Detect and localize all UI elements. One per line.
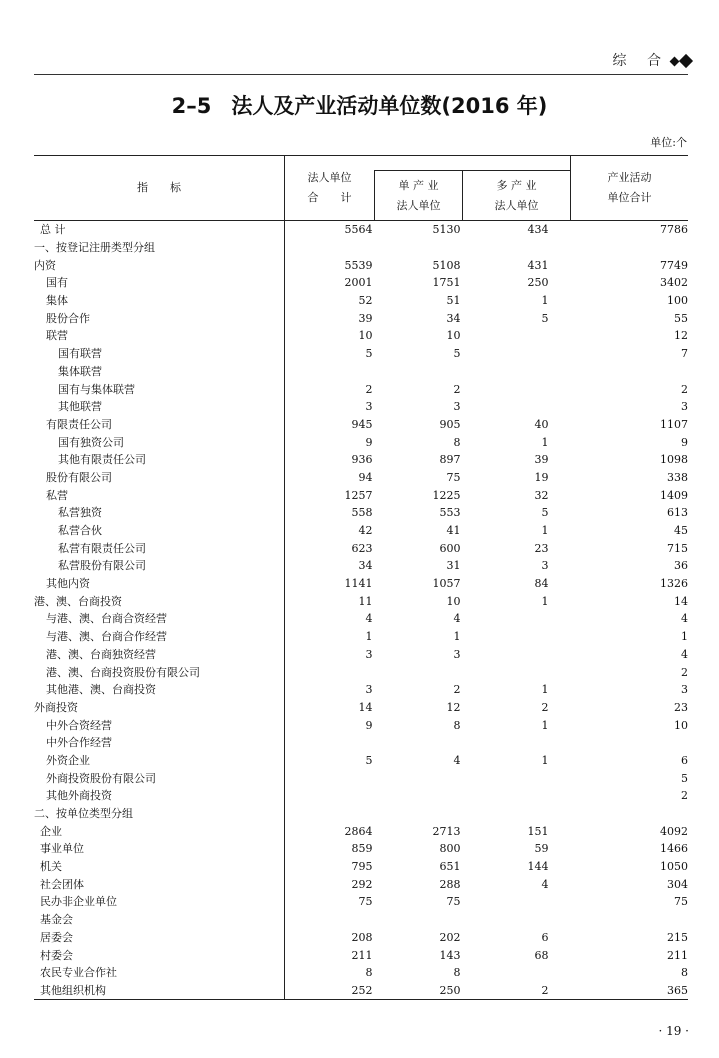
table-row [34, 628, 688, 646]
cell-legal-total: 2 [285, 380, 375, 398]
cell-activity-total: 715 [667, 541, 688, 555]
column-header-multi-industry: 多 产 业 法人单位 [463, 171, 571, 221]
cell-single-industry: 288 [439, 877, 461, 891]
cell-activity-total: 7 [681, 347, 688, 361]
cell-activity-total: 1 [681, 630, 688, 644]
table-row [34, 646, 688, 664]
cell-single-industry: 12 [446, 700, 461, 714]
cell-single-industry [375, 734, 463, 752]
cell-multi-industry: 6 [541, 930, 549, 944]
cell-activity-total [571, 911, 689, 929]
column-header-single-industry: 单 产 业 法人单位 [375, 171, 463, 221]
cell-activity-total: 10 [674, 718, 688, 732]
cell-single-industry: 8 [453, 435, 461, 449]
cell-legal-total: 936 [285, 451, 375, 469]
cell-single-industry: 2713 [432, 824, 461, 838]
table-row [34, 805, 688, 823]
cell-activity-total: 14 [674, 594, 688, 608]
row-label: 二、按单位类型分组 [34, 807, 133, 821]
cell-multi-industry: 1 [541, 524, 549, 538]
cell-multi-industry: 1 [541, 753, 549, 767]
table-row [34, 769, 688, 787]
cell-activity-total: 3402 [660, 276, 688, 290]
cell-multi-industry: 19 [534, 470, 549, 484]
cell-multi-industry [463, 646, 571, 664]
column-header-indicator: 指 标 [34, 156, 285, 221]
cell-multi-industry [463, 911, 571, 929]
cell-legal-total: 2001 [285, 274, 375, 292]
cell-multi-industry: 431 [527, 258, 549, 272]
cell-single-industry: 3 [453, 647, 461, 661]
cell-multi-industry [463, 380, 571, 398]
cell-activity-total: 9 [681, 435, 688, 449]
cell-multi-industry: 2 [541, 700, 549, 714]
row-label: 港、澳、台商独资经营 [46, 647, 156, 661]
cell-single-industry: 4 [453, 753, 461, 767]
cell-activity-total: 5 [681, 771, 688, 785]
cell-multi-industry [463, 628, 571, 646]
cell-multi-industry: 1 [541, 594, 549, 608]
cell-single-industry: 5108 [432, 258, 461, 272]
unit-label: 单位:个 [650, 136, 687, 149]
cell-activity-total: 365 [571, 982, 689, 1000]
cell-activity-total: 2 [681, 382, 688, 396]
table-row [34, 752, 688, 770]
table-number: 2–5 [171, 94, 212, 118]
cell-legal-total: 3 [285, 398, 375, 416]
cell-single-industry: 600 [439, 541, 461, 555]
cell-legal-total: 4 [285, 610, 375, 628]
cell-single-industry: 8 [453, 966, 461, 980]
cell-single-industry: 1057 [432, 577, 461, 591]
cell-multi-industry: 59 [534, 842, 549, 856]
cell-activity-total: 7786 [660, 223, 688, 237]
cell-single-industry: 34 [446, 311, 461, 325]
cell-legal-total: 9 [285, 433, 375, 451]
cell-single-industry: 897 [439, 453, 461, 467]
row-label: 其他外商投资 [46, 789, 112, 803]
table-row [34, 292, 688, 310]
cell-legal-total: 9 [285, 716, 375, 734]
row-label: 私营 [46, 488, 68, 502]
cell-activity-total: 45 [674, 524, 688, 538]
cell-legal-total: 10 [285, 327, 375, 345]
cell-multi-industry: 2 [463, 982, 571, 1000]
cell-single-industry: 75 [446, 895, 461, 909]
table-row [34, 327, 688, 345]
cell-single-industry: 2 [453, 382, 461, 396]
table-row [34, 345, 688, 363]
row-label: 其他有限责任公司 [58, 453, 146, 467]
cell-activity-total: 338 [667, 470, 688, 484]
page-title [0, 90, 719, 120]
cell-legal-total: 2864 [285, 822, 375, 840]
cell-legal-total: 558 [285, 504, 375, 522]
row-label: 私营独资 [58, 506, 102, 520]
table-row [34, 929, 688, 947]
cell-multi-industry [463, 345, 571, 363]
row-label: 居委会 [40, 930, 73, 944]
cell-multi-industry: 5 [541, 506, 549, 520]
cell-legal-total: 211 [285, 946, 375, 964]
cell-multi-industry [463, 734, 571, 752]
table-row [34, 592, 688, 610]
cell-multi-industry: 434 [527, 223, 549, 237]
cell-activity-total: 4 [681, 612, 688, 626]
table-row [34, 398, 688, 416]
row-label: 联营 [46, 329, 68, 343]
cell-multi-industry: 4 [541, 877, 549, 891]
cell-legal-total: 252 [285, 982, 375, 1000]
row-label: 有限责任公司 [46, 417, 112, 431]
cell-activity-total: 3 [681, 683, 688, 697]
cell-legal-total [285, 663, 375, 681]
row-label: 企业 [40, 824, 62, 838]
cell-single-industry: 2 [453, 683, 461, 697]
cell-multi-industry [463, 363, 571, 381]
cell-multi-industry [463, 398, 571, 416]
page-number: · 19 · [658, 1024, 689, 1038]
row-label: 港、澳、台商投资股份有限公司 [46, 665, 200, 679]
cell-single-industry: 10 [446, 594, 461, 608]
cell-single-industry [375, 911, 463, 929]
cell-single-industry: 143 [439, 948, 461, 962]
table-row [34, 380, 688, 398]
table-title: 法人及产业活动单位数(2016 年) [231, 94, 548, 118]
cell-activity-total: 215 [667, 930, 688, 944]
cell-single-industry: 51 [446, 294, 461, 308]
cell-legal-total [285, 239, 375, 257]
table-row [34, 681, 688, 699]
cell-activity-total: 75 [674, 895, 688, 909]
cell-legal-total [285, 363, 375, 381]
table-row [34, 787, 688, 805]
cell-legal-total: 94 [285, 469, 375, 487]
cell-single-industry: 10 [446, 329, 461, 343]
cell-multi-industry: 40 [534, 417, 549, 431]
cell-activity-total: 3 [681, 400, 688, 414]
cell-multi-industry [463, 805, 571, 823]
cell-activity-total: 2 [681, 665, 688, 679]
cell-multi-industry [463, 787, 571, 805]
table-row [34, 557, 688, 575]
cell-single-industry: 651 [439, 860, 461, 874]
table-row [34, 911, 688, 929]
cell-single-industry: 5130 [432, 223, 461, 237]
header-rule [34, 74, 688, 75]
cell-multi-industry: 68 [534, 948, 549, 962]
cell-single-industry [375, 663, 463, 681]
row-label: 中外合资经营 [46, 718, 112, 732]
cell-single-industry [375, 787, 463, 805]
cell-single-industry: 4 [453, 612, 461, 626]
cell-legal-total: 3 [285, 681, 375, 699]
row-label: 民办非企业单位 [40, 895, 117, 909]
cell-legal-total: 14 [285, 699, 375, 717]
table-row [34, 964, 688, 982]
cell-single-industry: 202 [439, 930, 461, 944]
table-row [34, 716, 688, 734]
cell-legal-total: 42 [285, 522, 375, 540]
data-table [34, 155, 688, 1000]
cell-single-industry [375, 769, 463, 787]
row-label: 集体联营 [58, 364, 102, 378]
row-label: 事业单位 [40, 842, 84, 856]
row-label: 内资 [34, 258, 56, 272]
cell-activity-total: 4 [681, 647, 688, 661]
cell-legal-total: 5 [285, 752, 375, 770]
table-row [34, 274, 688, 292]
row-label: 港、澳、台商投资 [34, 594, 122, 608]
diamond-large-icon [679, 54, 693, 68]
table-row [34, 309, 688, 327]
section-header [613, 50, 691, 70]
table-row [34, 221, 688, 239]
cell-legal-total: 1141 [285, 575, 375, 593]
row-label: 一、按登记注册类型分组 [34, 241, 155, 255]
cell-single-industry: 1225 [432, 488, 461, 502]
table-row [34, 451, 688, 469]
row-label: 社会团体 [40, 877, 84, 891]
cell-single-industry: 250 [375, 982, 463, 1000]
row-label: 国有联营 [58, 347, 102, 361]
table-row [34, 893, 688, 911]
cell-single-industry [375, 239, 463, 257]
table-row [34, 875, 688, 893]
cell-legal-total: 52 [285, 292, 375, 310]
cell-activity-total: 8 [681, 966, 688, 980]
cell-activity-total: 55 [674, 311, 688, 325]
table-row [34, 575, 688, 593]
table-row [34, 504, 688, 522]
column-group-header [375, 156, 571, 171]
cell-legal-total: 208 [285, 929, 375, 947]
row-label: 私营有限责任公司 [58, 541, 146, 555]
cell-single-industry: 31 [446, 559, 461, 573]
row-label: 私营股份有限公司 [58, 559, 146, 573]
row-label: 与港、澳、台商合资经营 [46, 612, 167, 626]
cell-legal-total [285, 734, 375, 752]
cell-activity-total: 1466 [660, 842, 688, 856]
row-label: 外商投资 [34, 700, 78, 714]
table-row [34, 858, 688, 876]
table-row [34, 982, 688, 1000]
row-label: 国有独资公司 [58, 435, 124, 449]
column-header-activity-total: 产业活动 单位合计 [571, 156, 689, 221]
cell-activity-total: 6 [681, 753, 688, 767]
cell-multi-industry: 32 [534, 488, 549, 502]
cell-legal-total [285, 787, 375, 805]
cell-multi-industry: 3 [541, 559, 549, 573]
cell-legal-total: 75 [285, 893, 375, 911]
cell-multi-industry: 84 [534, 577, 549, 591]
table-row [34, 822, 688, 840]
table-row [34, 469, 688, 487]
row-label: 股份合作 [46, 311, 90, 325]
column-header-legal-total: 法人单位 合 计 [285, 156, 375, 221]
cell-legal-total: 292 [285, 875, 375, 893]
cell-activity-total [571, 363, 689, 381]
cell-multi-industry: 23 [534, 541, 549, 555]
cell-multi-industry [463, 610, 571, 628]
cell-single-industry: 5 [453, 347, 461, 361]
table-row [34, 946, 688, 964]
row-label: 总 计 [40, 223, 66, 237]
table-row [34, 239, 688, 257]
row-label: 与港、澳、台商合作经营 [46, 630, 167, 644]
cell-activity-total: 1409 [660, 488, 688, 502]
table-row [34, 539, 688, 557]
cell-single-industry: 75 [446, 470, 461, 484]
cell-single-industry: 800 [439, 842, 461, 856]
row-label: 国有 [46, 276, 68, 290]
row-label: 私营合伙 [58, 524, 102, 538]
cell-activity-total [571, 239, 689, 257]
cell-legal-total [285, 805, 375, 823]
table-row [34, 734, 688, 752]
cell-legal-total: 11 [285, 592, 375, 610]
cell-legal-total: 3 [285, 646, 375, 664]
cell-single-industry: 3 [453, 400, 461, 414]
cell-legal-total: 945 [285, 416, 375, 434]
cell-single-industry [375, 805, 463, 823]
section-label: 综 合 [612, 53, 669, 69]
cell-multi-industry: 39 [534, 453, 549, 467]
table-row [34, 840, 688, 858]
cell-multi-industry: 1 [541, 683, 549, 697]
table-row [34, 663, 688, 681]
cell-legal-total: 5564 [285, 221, 375, 239]
cell-activity-total: 23 [674, 700, 688, 714]
row-label: 外商投资股份有限公司 [46, 771, 156, 785]
cell-activity-total: 1326 [660, 577, 688, 591]
cell-legal-total: 795 [285, 858, 375, 876]
row-label: 国有与集体联营 [58, 382, 135, 396]
cell-multi-industry [463, 769, 571, 787]
cell-activity-total: 1050 [660, 860, 688, 874]
cell-single-industry: 41 [446, 524, 461, 538]
cell-single-industry [375, 363, 463, 381]
row-label: 其他组织机构 [34, 982, 285, 1000]
cell-legal-total: 8 [285, 964, 375, 982]
table-row [34, 433, 688, 451]
cell-activity-total: 613 [667, 506, 688, 520]
cell-single-industry: 553 [439, 506, 461, 520]
cell-single-industry: 1751 [432, 276, 461, 290]
cell-activity-total: 1098 [660, 453, 688, 467]
table-row [34, 610, 688, 628]
cell-activity-total: 12 [674, 329, 688, 343]
cell-multi-industry: 250 [527, 276, 549, 290]
cell-multi-industry: 1 [541, 435, 549, 449]
cell-multi-industry: 151 [527, 824, 549, 838]
cell-legal-total: 1 [285, 628, 375, 646]
cell-legal-total: 5539 [285, 256, 375, 274]
cell-single-industry: 905 [439, 417, 461, 431]
cell-legal-total [285, 911, 375, 929]
cell-activity-total: 2 [681, 789, 688, 803]
cell-activity-total: 1107 [660, 417, 688, 431]
row-label: 基金会 [40, 913, 73, 927]
cell-multi-industry: 1 [541, 718, 549, 732]
cell-activity-total: 4092 [660, 824, 688, 838]
cell-activity-total [571, 805, 689, 823]
cell-legal-total: 39 [285, 309, 375, 327]
cell-multi-industry [463, 663, 571, 681]
table-row [34, 486, 688, 504]
row-label: 外资企业 [46, 753, 90, 767]
cell-activity-total: 7749 [660, 258, 688, 272]
cell-multi-industry [463, 893, 571, 911]
table-row [34, 699, 688, 717]
row-label: 股份有限公司 [46, 470, 112, 484]
cell-activity-total [571, 734, 689, 752]
cell-legal-total: 34 [285, 557, 375, 575]
cell-multi-industry: 1 [541, 294, 549, 308]
cell-multi-industry [463, 239, 571, 257]
row-label: 中外合作经营 [46, 736, 112, 750]
cell-activity-total: 100 [667, 294, 688, 308]
cell-activity-total: 211 [667, 948, 688, 962]
row-label: 村委会 [40, 948, 73, 962]
row-label: 其他联营 [58, 400, 102, 414]
table-row [34, 522, 688, 540]
cell-multi-industry: 144 [527, 860, 549, 874]
cell-multi-industry [463, 327, 571, 345]
cell-legal-total: 623 [285, 539, 375, 557]
row-label: 其他港、澳、台商投资 [46, 683, 156, 697]
cell-multi-industry [463, 964, 571, 982]
cell-activity-total: 36 [674, 559, 688, 573]
cell-legal-total: 5 [285, 345, 375, 363]
cell-single-industry: 1 [453, 630, 461, 644]
cell-single-industry: 8 [453, 718, 461, 732]
row-label: 农民专业合作社 [40, 966, 117, 980]
row-label: 机关 [40, 860, 62, 874]
table-row [34, 363, 688, 381]
cell-legal-total [285, 769, 375, 787]
row-label: 其他内资 [46, 577, 90, 591]
table-row [34, 256, 688, 274]
cell-legal-total: 1257 [285, 486, 375, 504]
table-row [34, 416, 688, 434]
cell-legal-total: 859 [285, 840, 375, 858]
cell-multi-industry: 5 [541, 311, 549, 325]
cell-activity-total: 304 [667, 877, 688, 891]
row-label: 集体 [46, 294, 68, 308]
